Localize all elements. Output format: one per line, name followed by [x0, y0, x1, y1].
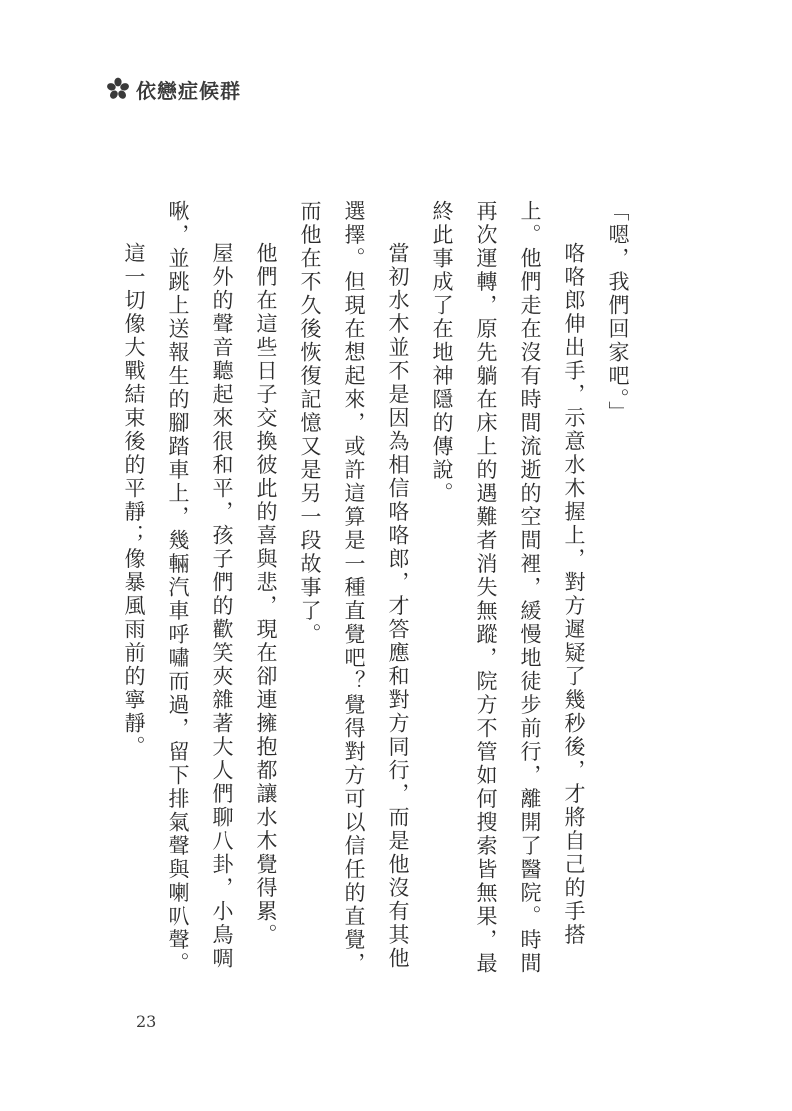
paragraph-dialogue: 「嗯，我們回家吧。」 — [606, 200, 630, 425]
paragraph: 他們在這些日子交換彼此的喜與悲，現在卻連擁抱都讓水木覺得累。 — [254, 242, 278, 947]
paragraph: 這一切像大戰結束後的平靜；像暴風雨前的寧靜。 — [122, 242, 146, 759]
running-header — [106, 74, 241, 104]
book-title: 依戀症候群 — [136, 78, 241, 103]
paragraph: 當初水木並不是因為相信咯咯郎，才答應和對方同行，而是他沒有其他選擇。但現在想起來，或許這算是一種直覺吧？覺得對方可以信任的直覺，而他在不久後恢復記憶又是另一段故事了。 — [298, 200, 410, 976]
paragraph: 屋外的聲音聽起來很和平，孩子們的歡笑夾雜著大人們聊八卦，小鳥啁啾，並跳上送報生的腳踏車上，幾輛汽車呼嘯而過，留下排氣聲與喇叭聲。 — [166, 200, 234, 976]
flower-icon — [106, 77, 130, 101]
page-number: 23 — [136, 1012, 157, 1031]
vertical-text-body — [120, 200, 640, 990]
paragraph: 咯咯郎伸出手，示意水木握上，對方遲疑了幾秒後，才將自己的手搭上。他們走在沒有時間流逝的空間裡，緩慢地徒步前行，離開了醫院。時間再次運轉，原先躺在床上的遇難者消失無蹤，院方不管如何搜索皆無果，最終此事成了在地神隱的傳說。 — [430, 200, 586, 976]
